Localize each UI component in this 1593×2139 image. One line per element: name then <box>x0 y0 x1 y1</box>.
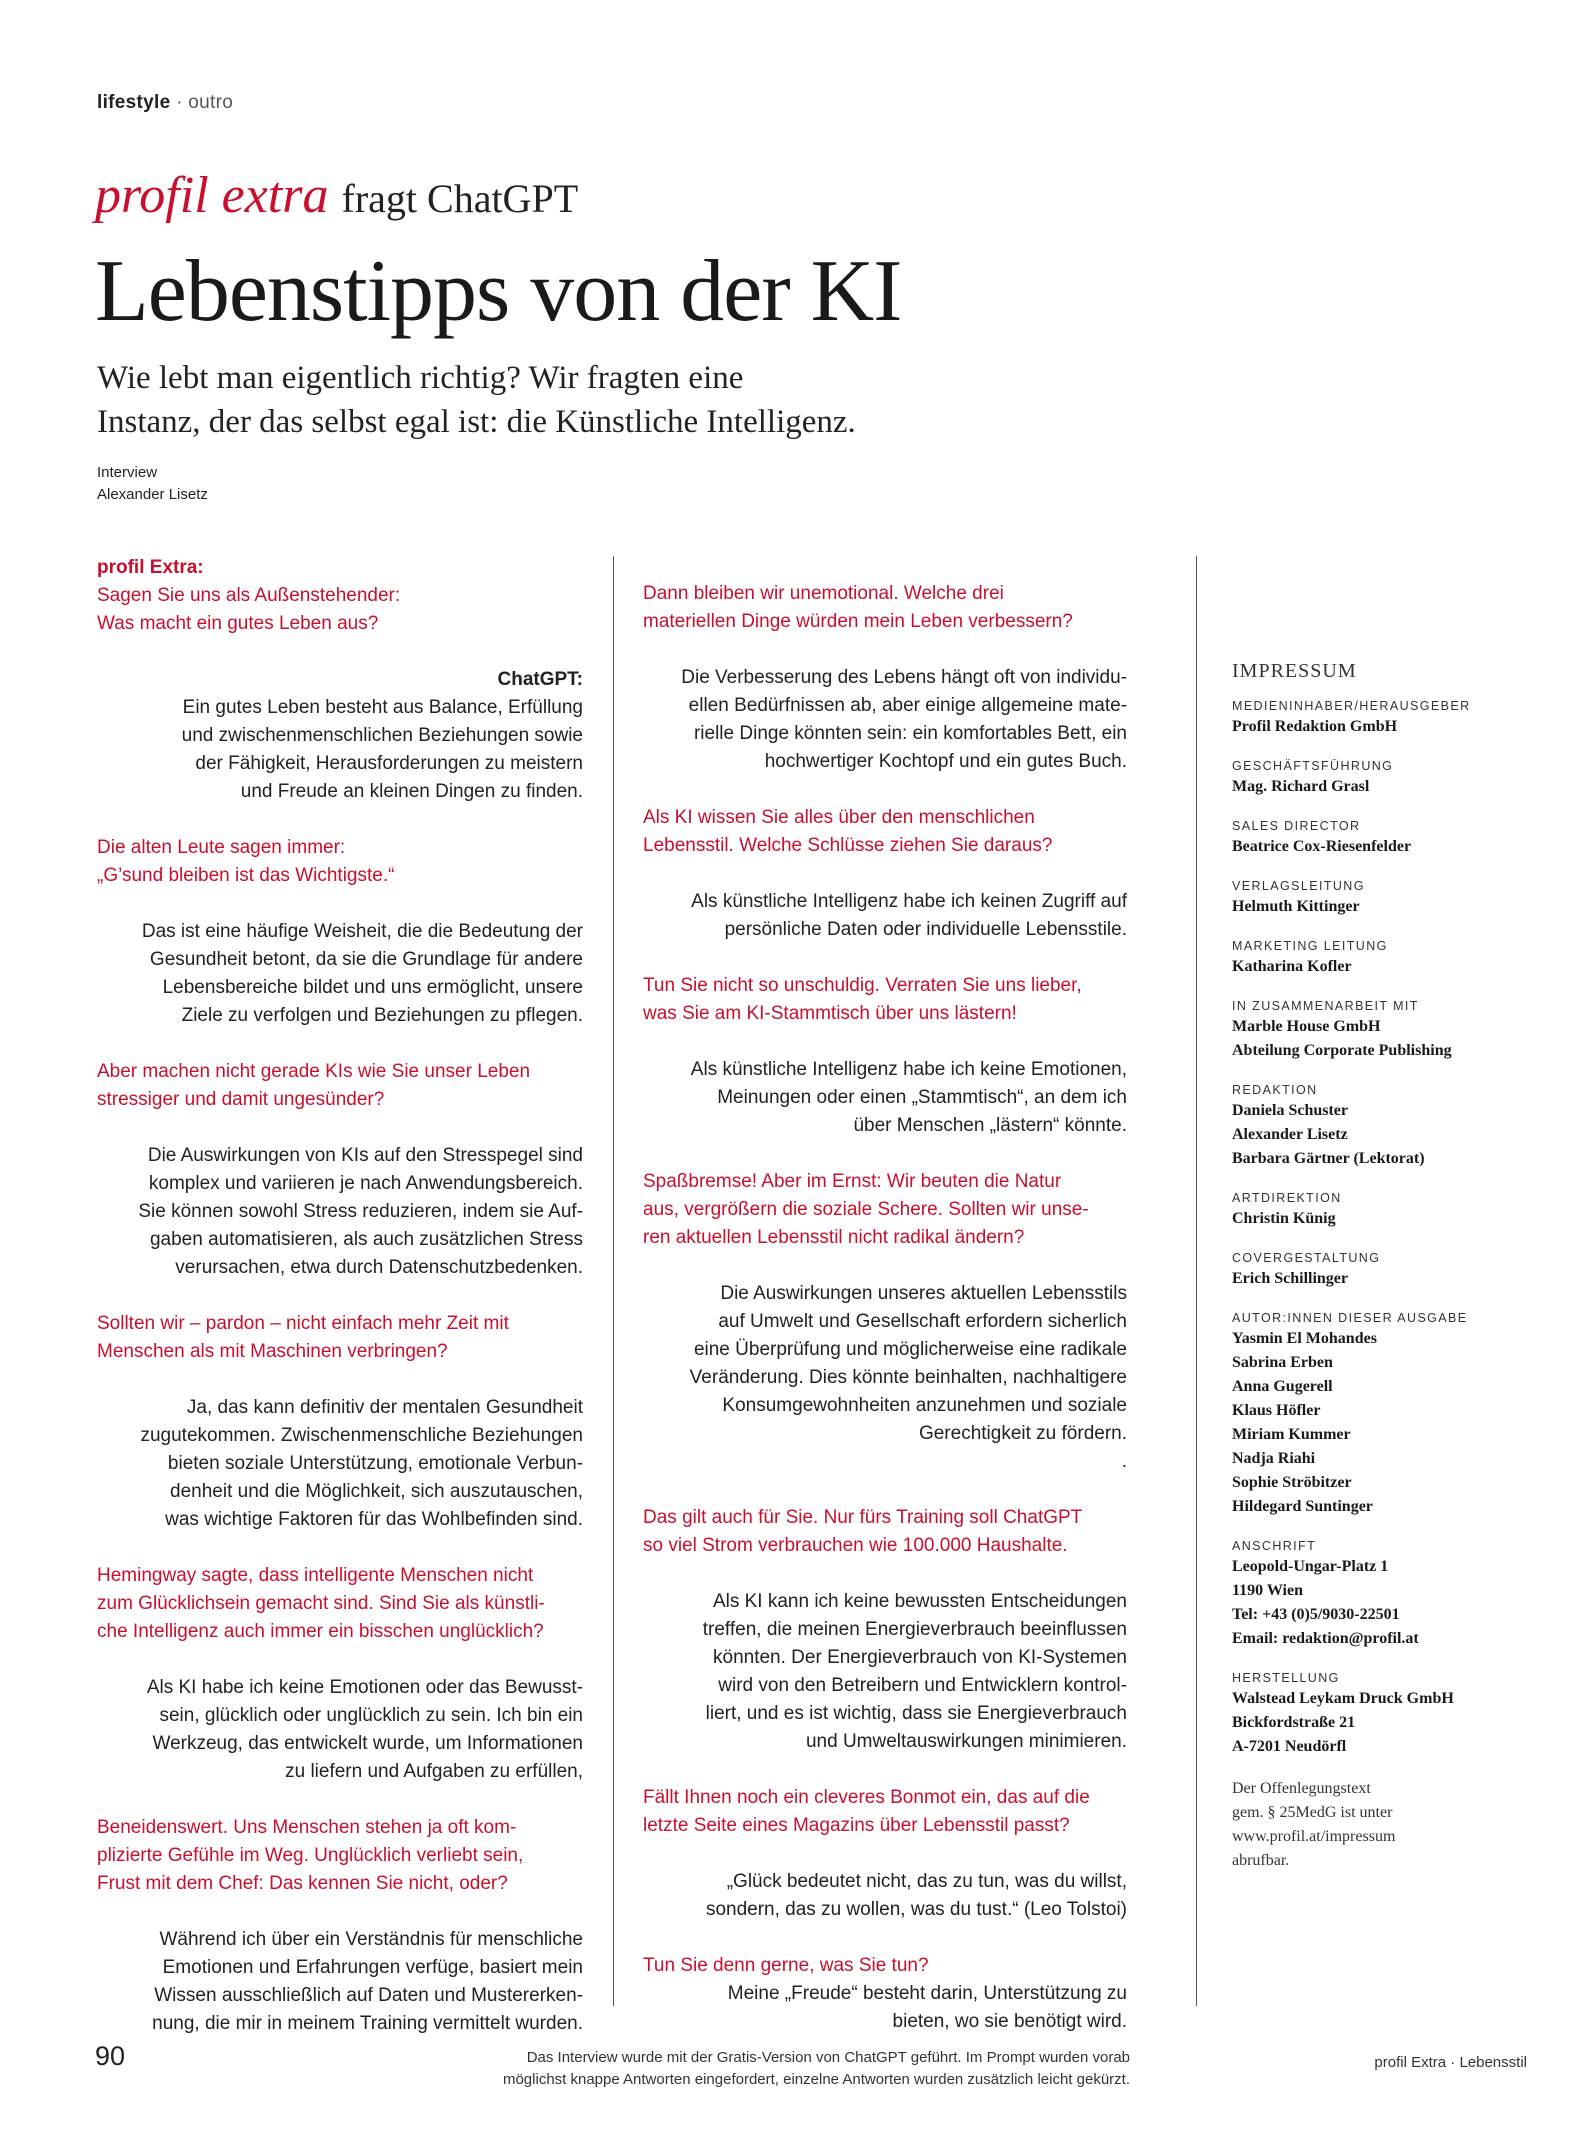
text-line: Fällt Ihnen noch ein cleveres Bonmot ein, das auf die <box>643 1787 1090 1808</box>
impressum-group <box>1232 697 1512 739</box>
interview-question <box>97 1058 583 1114</box>
impressum-note-line: Der Offenlegungstext <box>1232 1780 1371 1797</box>
interview-question <box>97 582 583 638</box>
impressum-value: Nadja Riahi <box>1232 1450 1316 1467</box>
text-line: Die Auswirkungen von KIs auf den Stresspegel sind <box>147 1145 583 1166</box>
page-number: 90 <box>95 2041 126 2071</box>
interview-question <box>643 804 1127 860</box>
impressum-value: Hildegard Suntinger <box>1232 1498 1373 1515</box>
interview-question <box>97 1562 583 1646</box>
impressum-value: Katharina Kofler <box>1232 958 1352 975</box>
text-line: was Sie am KI-Stammtisch über uns lästern! <box>643 1003 1017 1024</box>
interview-column-1 <box>97 554 583 2066</box>
impressum-note-line: abrufbar. <box>1232 1852 1290 1869</box>
impressum-group <box>1232 817 1512 859</box>
impressum-group <box>1232 757 1512 799</box>
text-line: . <box>1121 1451 1127 1472</box>
text-line: verursachen, etwa durch Datenschutzbedenken. <box>175 1257 583 1278</box>
text-line: Tun Sie nicht so unschuldig. Verraten Sie uns lieber, <box>643 975 1082 996</box>
text-line: Frust mit dem Chef: Das kennen Sie nicht, oder? <box>97 1873 508 1894</box>
interview-answer <box>643 664 1127 776</box>
byline-name: Alexander Lisetz <box>97 486 208 503</box>
text-line: sondern, das zu wollen, was du tust.“ (Leo Tolstoi) <box>705 1899 1127 1920</box>
text-line: Wissen ausschließlich auf Daten und Mustererken- <box>154 1985 583 2006</box>
impressum-value: Sophie Ströbitzer <box>1232 1474 1352 1491</box>
interview-answer <box>643 1980 1127 2036</box>
footnote-line: möglichst knappe Antworten eingefordert, einzelne Antworten wurden zusätzlich leicht gekürzt. <box>502 2071 1130 2088</box>
interview-question <box>643 1168 1127 1252</box>
text-line: Hemingway sagte, dass intelligente Menschen nicht <box>97 1565 534 1586</box>
text-line: gaben automatisieren, als auch zusätzlichen Stress <box>149 1229 583 1250</box>
impressum-value: Alexander Lisetz <box>1232 1126 1348 1143</box>
impressum-value: Yasmin El Mohandes <box>1232 1330 1377 1347</box>
impressum-note-line: gem. § 25MedG ist unter <box>1232 1804 1393 1821</box>
byline-role: Interview <box>97 464 158 481</box>
text-line: Während ich über ein Verständnis für menschliche <box>159 1929 583 1950</box>
text-line: ren aktuellen Lebensstil nicht radikal ändern? <box>643 1227 1025 1248</box>
impressum-label: HERSTELLUNG <box>1232 1671 1340 1685</box>
text-line: über Menschen „lästern“ könnte. <box>853 1115 1127 1136</box>
footer-section-label: profil Extra · Lebensstil <box>1374 2054 1527 2071</box>
text-line: Die Auswirkungen unseres aktuellen Lebensstils <box>720 1283 1127 1304</box>
series-brand: profil extra <box>95 167 329 224</box>
text-line: bieten, wo sie benötigt wird. <box>892 2011 1127 2032</box>
text-line: Als KI wissen Sie alles über den menschlichen <box>643 807 1035 828</box>
footnote <box>330 2047 1130 2091</box>
text-line: Sollten wir – pardon – nicht einfach mehr Zeit mit <box>97 1313 509 1334</box>
impressum-group <box>1232 937 1512 979</box>
interview-question <box>643 1504 1127 1560</box>
impressum-note <box>1232 1777 1512 1873</box>
interview-question <box>97 834 583 890</box>
impressum-value: Christin Künig <box>1232 1210 1336 1227</box>
impressum-group <box>1232 1537 1512 1651</box>
interview-answer <box>97 1674 583 1786</box>
text-line: zu liefern und Aufgaben zu erfüllen, <box>285 1761 583 1782</box>
text-line: Lebensbereiche bildet und uns ermöglicht, unsere <box>162 977 583 998</box>
text-line: wird von den Betreibern und Entwicklern kontrol- <box>718 1675 1127 1696</box>
text-line: Sie können sowohl Stress reduzieren, indem sie Auf- <box>138 1201 583 1222</box>
impressum-value: 1190 Wien <box>1232 1582 1303 1599</box>
column-divider <box>613 556 614 2006</box>
impressum-value: Email: redaktion@profil.at <box>1232 1630 1419 1647</box>
text-line: und zwischenmenschlichen Beziehungen sowie <box>181 725 583 746</box>
impressum-title: IMPRESSUM <box>1232 660 1357 682</box>
text-line: zugutekommen. Zwischenmenschliche Beziehungen <box>140 1425 583 1446</box>
text-line: Ein gutes Leben besteht aus Balance, Erfüllung <box>182 697 583 718</box>
text-line: zum Glücklichsein gemacht sind. Sind Sie als künstli- <box>97 1593 545 1614</box>
impressum-value: Profil Redaktion GmbH <box>1232 718 1398 735</box>
impressum-value: Walstead Leykam Druck GmbH <box>1232 1690 1454 1707</box>
text-line: letzte Seite eines Magazins über Lebensstil passt? <box>643 1815 1070 1836</box>
impressum-label: SALES DIRECTOR <box>1232 819 1361 833</box>
impressum-value: Beatrice Cox-Riesenfelder <box>1232 838 1412 855</box>
series-rest: fragt ChatGPT <box>341 176 579 221</box>
impressum-group <box>1232 997 1512 1063</box>
text-line: treffen, die meinen Energieverbrauch beeinflussen <box>702 1619 1127 1640</box>
text-line: Emotionen und Erfahrungen verfüge, basiert mein <box>162 1957 583 1978</box>
impressum-value: Sabrina Erben <box>1232 1354 1333 1371</box>
text-line: nung, die mir in meinem Training vermittelt wurden. <box>152 2013 583 2034</box>
kicker-section: lifestyle <box>97 92 171 113</box>
impressum-label: AUTOR:INNEN DIESER AUSGABE <box>1232 1311 1468 1325</box>
interview-answer <box>97 1394 583 1534</box>
interview-answer <box>97 1926 583 2038</box>
standfirst <box>97 356 1057 444</box>
text-line: was wichtige Faktoren für das Wohlbefinden sind. <box>165 1509 583 1530</box>
impressum-value: Mag. Richard Grasl <box>1232 778 1370 795</box>
impressum-groups <box>1232 697 1512 1759</box>
text-line: bieten soziale Unterstützung, emotionale Verbun- <box>167 1453 583 1474</box>
text-line: stressiger und damit ungesünder? <box>97 1089 385 1110</box>
standfirst-line: Wie lebt man eigentlich richtig? Wir fragten eine <box>97 360 744 396</box>
text-line: Ja, das kann definitiv der mentalen Gesundheit <box>186 1397 583 1418</box>
interview-question <box>643 972 1127 1028</box>
text-line: Werkzeug, das entwickelt wurde, um Informationen <box>152 1733 583 1754</box>
impressum-value: Marble House GmbH <box>1232 1018 1381 1035</box>
impressum-value: Bickfordstraße 21 <box>1232 1714 1356 1731</box>
text-line: Als KI kann ich keine bewussten Entscheidungen <box>712 1591 1127 1612</box>
text-line: Beneidenswert. Uns Menschen stehen ja oft kom- <box>97 1817 517 1838</box>
text-line: eine Überprüfung und möglicherweise eine radikale <box>693 1339 1127 1360</box>
text-line: Das ist eine häufige Weisheit, die die Bedeutung der <box>141 921 583 942</box>
interview-answer <box>643 1056 1127 1140</box>
text-line: Das gilt auch für Sie. Nur fürs Training soll ChatGPT <box>643 1507 1083 1528</box>
text-line: „Glück bedeutet nicht, das zu tun, was du willst, <box>726 1871 1127 1892</box>
text-line: Menschen als mit Maschinen verbringen? <box>97 1341 448 1362</box>
text-line: che Intelligenz auch immer ein bisschen unglücklich? <box>97 1621 544 1642</box>
interview-question <box>643 1784 1127 1840</box>
text-line: persönliche Daten oder individuelle Lebensstile. <box>724 919 1127 940</box>
interview-answer <box>97 666 583 806</box>
impressum-group <box>1232 1081 1512 1171</box>
text-line: Was macht ein gutes Leben aus? <box>97 613 379 634</box>
kicker-subsection: outro <box>188 92 234 113</box>
text-line: der Fähigkeit, Herausforderungen zu meistern <box>195 753 583 774</box>
text-line: und Umweltauswirkungen minimieren. <box>805 1731 1127 1752</box>
impressum-value: Erich Schillinger <box>1232 1270 1348 1287</box>
text-line: Veränderung. Dies könnte beinhalten, nachhaltigere <box>689 1367 1127 1388</box>
impressum-value: Daniela Schuster <box>1232 1102 1348 1119</box>
impressum-group <box>1232 1309 1512 1519</box>
text-line: Dann bleiben wir unemotional. Welche drei <box>643 583 1004 604</box>
impressum-group <box>1232 1669 1512 1759</box>
impressum-value: Anna Gugerell <box>1232 1378 1333 1395</box>
interview-answer <box>643 1868 1127 1924</box>
text-line: Sagen Sie uns als Außenstehender: <box>97 585 401 606</box>
column-divider <box>1196 556 1197 2006</box>
impressum-group <box>1232 877 1512 919</box>
impressum-value: Abteilung Corporate Publishing <box>1232 1042 1452 1059</box>
impressum-value: Tel: +43 (0)5/9030-22501 <box>1232 1606 1400 1623</box>
byline <box>97 462 208 506</box>
text-line: Gerechtigkeit zu fördern. <box>918 1423 1127 1444</box>
text-line: Tun Sie denn gerne, was Sie tun? <box>643 1955 929 1976</box>
impressum-label: ARTDIREKTION <box>1232 1191 1342 1205</box>
text-line: „G’sund bleiben ist das Wichtigste.“ <box>97 865 395 886</box>
standfirst-line: Instanz, der das selbst egal ist: die Künstliche Intelligenz. <box>97 404 856 440</box>
impressum-label: COVERGESTALTUNG <box>1232 1251 1381 1265</box>
text-line: und Freude an kleinen Dingen zu finden. <box>240 781 583 802</box>
text-line: Konsumgewohnheiten anzunehmen und soziale <box>722 1395 1127 1416</box>
interview-question <box>97 1310 583 1366</box>
text-line: Gesundheit betont, da sie die Grundlage für andere <box>149 949 583 970</box>
text-line: Als künstliche Intelligenz habe ich keine Emotionen, <box>690 1059 1127 1080</box>
interview-question <box>643 580 1127 636</box>
interview-question <box>97 1814 583 1898</box>
text-line: komplex und variieren je nach Anwendungsbereich. <box>148 1173 583 1194</box>
text-line: plizierte Gefühle im Weg. Unglücklich verliebt sein, <box>97 1845 524 1866</box>
text-line: sein, glücklich oder unglücklich zu sein. Ich bin ein <box>159 1705 583 1726</box>
impressum-label: REDAKTION <box>1232 1083 1318 1097</box>
impressum-label: IN ZUSAMMENARBEIT MIT <box>1232 999 1419 1013</box>
impressum-value: Barbara Gärtner (Lektorat) <box>1232 1150 1425 1167</box>
text-line: auf Umwelt und Gesellschaft erfordern sicherlich <box>718 1311 1127 1332</box>
section-kicker <box>97 92 233 114</box>
text-line: Als KI habe ich keine Emotionen oder das Bewusst- <box>146 1677 583 1698</box>
text-line: rielle Dinge könnten sein: ein komfortables Bett, ein <box>693 723 1127 744</box>
text-line: aus, vergrößern die soziale Schere. Sollten wir unse- <box>643 1199 1089 1220</box>
impressum <box>1232 660 1512 1873</box>
headline: Lebenstipps von der KI <box>95 243 902 340</box>
kicker-separator: · <box>176 92 183 113</box>
impressum-value: Klaus Höfler <box>1232 1402 1321 1419</box>
impressum-label: GESCHÄFTSFÜHRUNG <box>1232 759 1394 773</box>
interviewer-label: profil Extra: <box>97 557 204 578</box>
impressum-value: Helmuth Kittinger <box>1232 898 1360 915</box>
text-line: Als künstliche Intelligenz habe ich keinen Zugriff auf <box>691 891 1127 912</box>
text-line: liert, und es ist wichtig, dass sie Energieverbrauch <box>705 1703 1127 1724</box>
impressum-label: ANSCHRIFT <box>1232 1539 1317 1553</box>
interview-answer <box>643 1280 1127 1476</box>
text-line: Meinungen oder einen „Stammtisch“, an dem ich <box>717 1087 1127 1108</box>
text-line: Meine „Freude“ besteht darin, Unterstützung zu <box>727 1983 1127 2004</box>
impressum-group <box>1232 1189 1512 1231</box>
text-line: könnten. Der Energieverbrauch von KI-Systemen <box>713 1647 1127 1668</box>
impressum-group <box>1232 1249 1512 1291</box>
interview-answer <box>643 1588 1127 1756</box>
text-line: Aber machen nicht gerade KIs wie Sie unser Leben <box>97 1061 531 1082</box>
footnote-line: Das Interview wurde mit der Gratis-Version von ChatGPT geführt. Im Prompt wurden vorab <box>526 2049 1130 2066</box>
interview-question <box>643 1952 1127 1980</box>
series-title <box>95 167 579 224</box>
text-line: hochwertiger Kochtopf und ein gutes Buch. <box>764 751 1127 772</box>
impressum-note-line: www.profil.at/impressum <box>1232 1828 1396 1845</box>
impressum-label: VERLAGSLEITUNG <box>1232 879 1365 893</box>
ai-label: ChatGPT: <box>497 669 583 690</box>
interview-answer <box>97 1142 583 1282</box>
text-line: ellen Bedürfnissen ab, aber einige allgemeine mate- <box>688 695 1127 716</box>
text-line: Die alten Leute sagen immer: <box>97 837 346 858</box>
text-line: Spaßbremse! Aber im Ernst: Wir beuten die Natur <box>643 1171 1062 1192</box>
text-line: so viel Strom verbrauchen wie 100.000 Haushalte. <box>643 1535 1068 1556</box>
text-line: materiellen Dinge würden mein Leben verbessern? <box>643 611 1073 632</box>
impressum-value: A-7201 Neudörfl <box>1232 1738 1347 1755</box>
impressum-value: Leopold-Ungar-Platz 1 <box>1232 1558 1389 1575</box>
impressum-label: MARKETING LEITUNG <box>1232 939 1388 953</box>
interview-answer <box>97 918 583 1030</box>
interview-column-2 <box>643 580 1127 2064</box>
text-line: denheit und die Möglichkeit, sich auszutauschen, <box>170 1481 583 1502</box>
impressum-label: MEDIENINHABER/HERAUSGEBER <box>1232 699 1471 713</box>
text-line: Lebensstil. Welche Schlüsse ziehen Sie daraus? <box>643 835 1053 856</box>
interview-answer <box>643 888 1127 944</box>
text-line: Die Verbesserung des Lebens hängt oft von individu- <box>681 667 1127 688</box>
text-line: Ziele zu verfolgen und Beziehungen zu pflegen. <box>181 1005 583 1026</box>
impressum-value: Miriam Kummer <box>1232 1426 1351 1443</box>
